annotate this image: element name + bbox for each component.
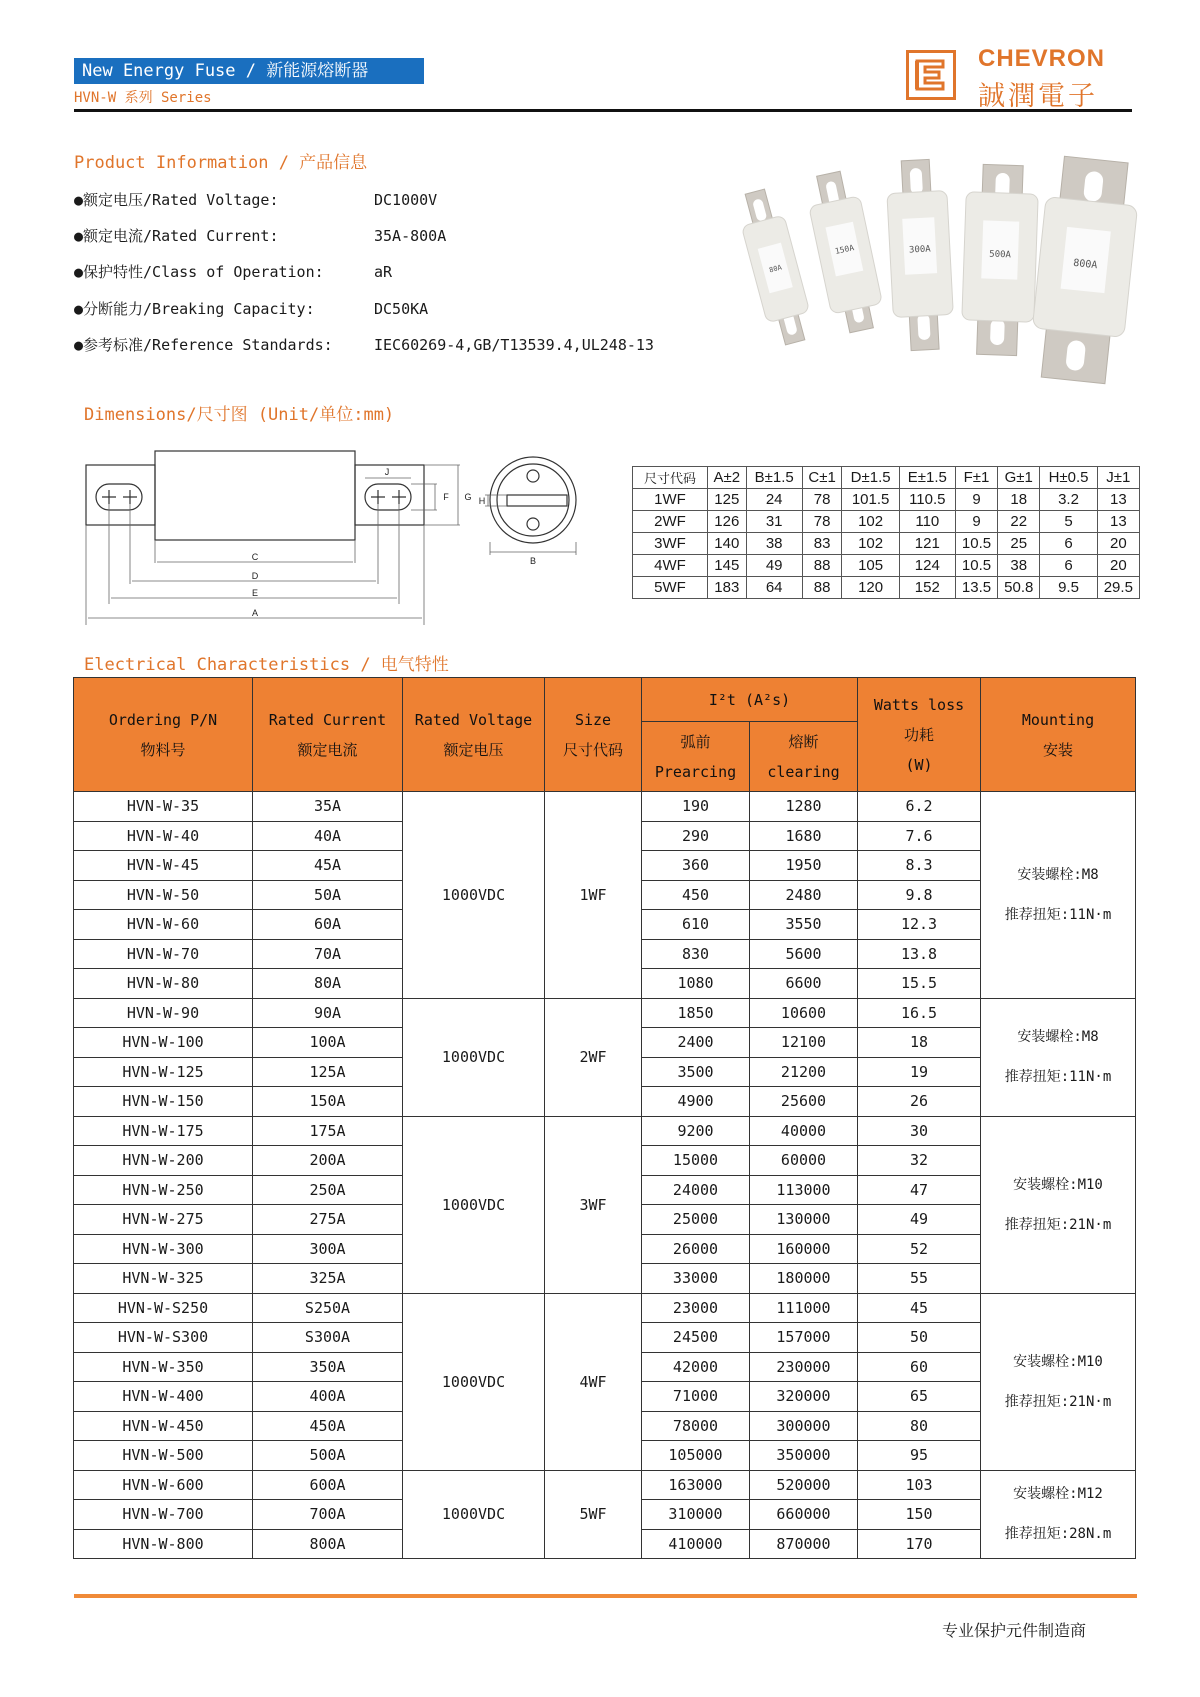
cell-size: 4WF <box>545 1293 642 1470</box>
dims-cell: 尺寸代码 <box>633 467 708 489</box>
dims-cell: J±1 <box>1097 467 1139 489</box>
table-row <box>74 1470 1136 1500</box>
info-row-breaking <box>74 298 428 319</box>
cell-prearcing: 360 <box>642 851 750 881</box>
cell-part-number: HVN-W-S300 <box>74 1323 253 1353</box>
dims-cell: 13.5 <box>955 577 997 599</box>
series-banner: New Energy Fuse / 新能源熔断器 <box>74 58 424 84</box>
cell-clearing: 1680 <box>750 821 858 851</box>
cell-size: 1WF <box>545 792 642 999</box>
mount-torque: 推荐扭矩:11N·m <box>1004 906 1112 923</box>
cell-rated-current: 325A <box>253 1264 403 1294</box>
cell-clearing: 520000 <box>750 1470 858 1500</box>
cell-watts-loss: 18 <box>858 1028 981 1058</box>
dim-label-a: A <box>251 608 259 618</box>
table-row <box>74 998 1136 1028</box>
cell-prearcing: 4900 <box>642 1087 750 1117</box>
dims-cell: 83 <box>802 533 842 555</box>
col-header-mounting: Mounting 安装 <box>981 678 1136 792</box>
logo-text-cn: 誠潤電子 <box>978 81 1098 112</box>
electrical-title: Electrical Characteristics / 电气特性 <box>84 655 449 675</box>
info-row-current <box>74 225 446 246</box>
cell-part-number: HVN-W-450 <box>74 1411 253 1441</box>
cell-prearcing: 105000 <box>642 1441 750 1471</box>
col-header-current: Rated Current 额定电流 <box>253 678 403 792</box>
cell-clearing: 230000 <box>750 1352 858 1382</box>
cell-part-number: HVN-W-125 <box>74 1057 253 1087</box>
dims-cell: 13 <box>1097 489 1139 511</box>
cell-prearcing: 1080 <box>642 969 750 999</box>
dims-cell: C±1 <box>802 467 842 489</box>
dims-cell: A±2 <box>708 467 747 489</box>
info-row-voltage <box>74 189 437 210</box>
cell-prearcing: 290 <box>642 821 750 851</box>
dims-row <box>633 577 1140 599</box>
cell-part-number: HVN-W-80 <box>74 969 253 999</box>
cell-rated-current: 800A <box>253 1529 403 1559</box>
mount-torque: 推荐扭矩:11N·m <box>1004 1069 1112 1085</box>
cell-rated-current: 70A <box>253 939 403 969</box>
dims-cell: 126 <box>708 511 747 533</box>
cell-clearing: 113000 <box>750 1175 858 1205</box>
cell-prearcing: 3500 <box>642 1057 750 1087</box>
footer-tagline: 专业保护元件制造商 <box>942 1621 1087 1640</box>
cell-part-number: HVN-W-50 <box>74 880 253 910</box>
info-value: aR <box>374 263 393 281</box>
dims-cell: 29.5 <box>1097 577 1139 599</box>
mount-torque: 推荐扭矩:21N·m <box>1004 1393 1112 1410</box>
mount-torque: 推荐扭矩:28N.m <box>1004 1526 1112 1543</box>
info-value: DC1000V <box>374 191 438 209</box>
cell-watts-loss: 50 <box>858 1323 981 1353</box>
dim-label-b: B <box>529 556 537 566</box>
dims-cell: 50.8 <box>998 577 1040 599</box>
dims-cell: 120 <box>842 577 899 599</box>
cell-watts-loss: 13.8 <box>858 939 981 969</box>
dims-cell: 1WF <box>633 489 708 511</box>
dimensions-title: Dimensions/尺寸图 (Unit/单位:mm) <box>84 405 395 425</box>
col-header-watts: Watts loss 功耗 (W) <box>858 678 981 792</box>
dims-cell: 183 <box>708 577 747 599</box>
dims-cell: D±1.5 <box>842 467 899 489</box>
dims-row <box>633 533 1140 555</box>
cell-part-number: HVN-W-S250 <box>74 1293 253 1323</box>
cell-part-number: HVN-W-90 <box>74 998 253 1028</box>
mount-torque: 推荐扭矩:21N·m <box>1004 1216 1112 1233</box>
cell-part-number: HVN-W-800 <box>74 1529 253 1559</box>
dims-cell: 5WF <box>633 577 708 599</box>
dims-cell: 22 <box>998 511 1040 533</box>
dims-cell: 152 <box>899 577 955 599</box>
dims-cell: 2WF <box>633 511 708 533</box>
dims-cell: 140 <box>708 533 747 555</box>
dims-cell: 38 <box>746 533 802 555</box>
cell-watts-loss: 103 <box>858 1470 981 1500</box>
cell-rated-current: 400A <box>253 1382 403 1412</box>
cell-part-number: HVN-W-200 <box>74 1146 253 1176</box>
cell-prearcing: 2400 <box>642 1028 750 1058</box>
chevron-logo-mark <box>906 50 956 100</box>
fuse-800a <box>1027 155 1140 385</box>
cell-clearing: 160000 <box>750 1234 858 1264</box>
cell-rated-current: S250A <box>253 1293 403 1323</box>
cell-watts-loss: 8.3 <box>858 851 981 881</box>
cell-rated-current: 350A <box>253 1352 403 1382</box>
dims-cell: 102 <box>842 511 899 533</box>
cell-prearcing: 610 <box>642 910 750 940</box>
cell-rated-current: 150A <box>253 1087 403 1117</box>
dims-cell: 88 <box>802 555 842 577</box>
dim-label-j: J <box>384 467 390 477</box>
cell-watts-loss: 170 <box>858 1529 981 1559</box>
cell-prearcing: 1850 <box>642 998 750 1028</box>
cell-rated-current: 35A <box>253 792 403 822</box>
cell-rated-current: 80A <box>253 969 403 999</box>
cell-size: 2WF <box>545 998 642 1116</box>
mount-bolt: 安装螺栓:M8 <box>1017 1029 1099 1045</box>
dims-cell: 9 <box>955 511 997 533</box>
cell-part-number: HVN-W-350 <box>74 1352 253 1382</box>
info-label: ●保护特性/Class of Operation: <box>74 263 324 281</box>
cell-part-number: HVN-W-150 <box>74 1087 253 1117</box>
dim-label-c: C <box>251 552 259 562</box>
cell-watts-loss: 32 <box>858 1146 981 1176</box>
cell-clearing: 180000 <box>750 1264 858 1294</box>
ce-logo-icon <box>909 53 953 97</box>
dims-cell: 10.5 <box>955 555 997 577</box>
cell-rated-current: 45A <box>253 851 403 881</box>
cell-rated-current: 175A <box>253 1116 403 1146</box>
dims-cell: G±1 <box>998 467 1040 489</box>
fuse-label: 500A <box>989 249 1012 261</box>
cell-watts-loss: 19 <box>858 1057 981 1087</box>
cell-prearcing: 25000 <box>642 1205 750 1235</box>
cell-watts-loss: 52 <box>858 1234 981 1264</box>
cell-clearing: 2480 <box>750 880 858 910</box>
product-info-title: Product Information / 产品信息 <box>74 153 368 173</box>
dims-cell: 121 <box>899 533 955 555</box>
info-value: DC50KA <box>374 300 429 318</box>
info-label: ●额定电压/Rated Voltage: <box>74 191 279 209</box>
info-label: ●分断能力/Breaking Capacity: <box>74 300 315 318</box>
info-value: IEC60269-4,GB/T13539.4,UL248-13 <box>374 336 654 354</box>
fuse-label: 800A <box>1072 257 1098 272</box>
cell-mounting <box>981 1470 1136 1559</box>
cell-prearcing: 830 <box>642 939 750 969</box>
cell-clearing: 130000 <box>750 1205 858 1235</box>
cell-prearcing: 26000 <box>642 1234 750 1264</box>
cell-clearing: 12100 <box>750 1028 858 1058</box>
fuse-label: 150A <box>834 243 855 256</box>
col-header-size: Size 尺寸代码 <box>545 678 642 792</box>
cell-watts-loss: 12.3 <box>858 910 981 940</box>
cell-rated-voltage: 1000VDC <box>403 792 545 999</box>
dims-cell: 78 <box>802 511 842 533</box>
header-divider <box>74 109 1132 112</box>
table-row <box>74 792 1136 822</box>
dims-cell: 4WF <box>633 555 708 577</box>
cell-rated-current: 60A <box>253 910 403 940</box>
cell-clearing: 300000 <box>750 1411 858 1441</box>
info-label: ●参考标准/Reference Standards: <box>74 336 333 354</box>
cell-prearcing: 9200 <box>642 1116 750 1146</box>
dims-cell: 3WF <box>633 533 708 555</box>
cell-rated-current: S300A <box>253 1323 403 1353</box>
cell-rated-current: 250A <box>253 1175 403 1205</box>
col-header-i2t: I²t (A²s) <box>642 678 858 722</box>
cell-watts-loss: 6.2 <box>858 792 981 822</box>
cell-rated-current: 600A <box>253 1470 403 1500</box>
cell-rated-current: 500A <box>253 1441 403 1471</box>
dims-cell: 9.5 <box>1040 577 1097 599</box>
dims-cell: 25 <box>998 533 1040 555</box>
cell-part-number: HVN-W-400 <box>74 1382 253 1412</box>
cell-clearing: 5600 <box>750 939 858 969</box>
dims-cell: 6 <box>1040 533 1097 555</box>
cell-part-number: HVN-W-250 <box>74 1175 253 1205</box>
dims-cell: 24 <box>746 489 802 511</box>
cell-rated-current: 275A <box>253 1205 403 1235</box>
dims-cell: E±1.5 <box>899 467 955 489</box>
cell-prearcing: 33000 <box>642 1264 750 1294</box>
cell-clearing: 350000 <box>750 1441 858 1471</box>
cell-rated-current: 300A <box>253 1234 403 1264</box>
cell-prearcing: 78000 <box>642 1411 750 1441</box>
dims-row <box>633 489 1140 511</box>
cell-clearing: 3550 <box>750 910 858 940</box>
dims-cell: 105 <box>842 555 899 577</box>
dims-row <box>633 511 1140 533</box>
cell-watts-loss: 55 <box>858 1264 981 1294</box>
cell-clearing: 21200 <box>750 1057 858 1087</box>
cell-part-number: HVN-W-600 <box>74 1470 253 1500</box>
table-row <box>74 1293 1136 1323</box>
cell-rated-current: 100A <box>253 1028 403 1058</box>
cell-rated-voltage: 1000VDC <box>403 1470 545 1559</box>
dims-cell: 9 <box>955 489 997 511</box>
cell-rated-voltage: 1000VDC <box>403 998 545 1116</box>
cell-rated-current: 125A <box>253 1057 403 1087</box>
dims-cell: 102 <box>842 533 899 555</box>
cell-prearcing: 310000 <box>642 1500 750 1530</box>
cell-clearing: 111000 <box>750 1293 858 1323</box>
cell-watts-loss: 65 <box>858 1382 981 1412</box>
cell-mounting <box>981 1116 1136 1293</box>
cell-part-number: HVN-W-275 <box>74 1205 253 1235</box>
cell-watts-loss: 30 <box>858 1116 981 1146</box>
cell-prearcing: 15000 <box>642 1146 750 1176</box>
cell-rated-current: 700A <box>253 1500 403 1530</box>
cell-part-number: HVN-W-325 <box>74 1264 253 1294</box>
dims-cell: 38 <box>998 555 1040 577</box>
cell-prearcing: 450 <box>642 880 750 910</box>
cell-prearcing: 23000 <box>642 1293 750 1323</box>
dim-label-h: H <box>478 496 486 506</box>
info-value: 35A-800A <box>374 227 447 245</box>
dims-cell: 20 <box>1097 533 1139 555</box>
cell-part-number: HVN-W-40 <box>74 821 253 851</box>
cell-prearcing: 71000 <box>642 1382 750 1412</box>
fuse-300a <box>885 159 955 352</box>
info-label: ●额定电流/Rated Current: <box>74 227 279 245</box>
dims-cell: 125 <box>708 489 747 511</box>
series-subtitle: HVN-W 系列 Series <box>74 90 212 106</box>
cell-prearcing: 24500 <box>642 1323 750 1353</box>
dimensions-table <box>632 466 1140 599</box>
cell-rated-current: 40A <box>253 821 403 851</box>
cell-watts-loss: 150 <box>858 1500 981 1530</box>
dims-row <box>633 555 1140 577</box>
cell-clearing: 60000 <box>750 1146 858 1176</box>
dims-cell: 31 <box>746 511 802 533</box>
dims-cell: 6 <box>1040 555 1097 577</box>
cell-prearcing: 190 <box>642 792 750 822</box>
logo-text-en: CHEVRON <box>978 45 1106 72</box>
cell-clearing: 870000 <box>750 1529 858 1559</box>
dims-cell: 145 <box>708 555 747 577</box>
cell-size: 5WF <box>545 1470 642 1559</box>
dims-cell: 3.2 <box>1040 489 1097 511</box>
table-row <box>74 1116 1136 1146</box>
cell-part-number: HVN-W-500 <box>74 1441 253 1471</box>
col-header-pn: Ordering P/N 物料号 <box>74 678 253 792</box>
cell-part-number: HVN-W-35 <box>74 792 253 822</box>
cell-clearing: 157000 <box>750 1323 858 1353</box>
dims-cell: 110 <box>899 511 955 533</box>
dims-cell: 88 <box>802 577 842 599</box>
dims-cell: 124 <box>899 555 955 577</box>
fuse-label: 80A <box>768 263 783 275</box>
dim-label-e: E <box>251 588 259 598</box>
cell-clearing: 10600 <box>750 998 858 1028</box>
footer-divider <box>74 1594 1137 1598</box>
cell-clearing: 40000 <box>750 1116 858 1146</box>
cell-clearing: 320000 <box>750 1382 858 1412</box>
dims-cell: 20 <box>1097 555 1139 577</box>
mount-bolt: 安装螺栓:M10 <box>1013 1353 1103 1370</box>
cell-watts-loss: 7.6 <box>858 821 981 851</box>
cell-size: 3WF <box>545 1116 642 1293</box>
cell-watts-loss: 49 <box>858 1205 981 1235</box>
cell-rated-current: 200A <box>253 1146 403 1176</box>
cell-watts-loss: 80 <box>858 1411 981 1441</box>
dims-cell: H±0.5 <box>1040 467 1097 489</box>
cell-mounting <box>981 1293 1136 1470</box>
cell-rated-voltage: 1000VDC <box>403 1293 545 1470</box>
dim-label-g: G <box>464 492 472 502</box>
fuse-label: 300A <box>908 244 931 256</box>
dims-cell: 5 <box>1040 511 1097 533</box>
cell-part-number: HVN-W-70 <box>74 939 253 969</box>
info-row-class <box>74 261 392 282</box>
cell-prearcing: 42000 <box>642 1352 750 1382</box>
cell-clearing: 1950 <box>750 851 858 881</box>
mount-bolt: 安装螺栓:M12 <box>1013 1486 1103 1503</box>
cell-rated-current: 90A <box>253 998 403 1028</box>
cell-prearcing: 410000 <box>642 1529 750 1559</box>
dims-cell: 64 <box>746 577 802 599</box>
cell-prearcing: 163000 <box>642 1470 750 1500</box>
dims-header-row <box>633 467 1140 489</box>
dim-label-d: D <box>251 571 259 581</box>
fuse-500a <box>961 164 1040 356</box>
cell-rated-current: 450A <box>253 1411 403 1441</box>
cell-watts-loss: 95 <box>858 1441 981 1471</box>
dims-cell: 101.5 <box>842 489 899 511</box>
cell-watts-loss: 60 <box>858 1352 981 1382</box>
cell-mounting <box>981 998 1136 1116</box>
dims-cell: F±1 <box>955 467 997 489</box>
cell-watts-loss: 45 <box>858 1293 981 1323</box>
cell-mounting <box>981 792 1136 999</box>
cell-clearing: 660000 <box>750 1500 858 1530</box>
cell-watts-loss: 16.5 <box>858 998 981 1028</box>
cell-clearing: 1280 <box>750 792 858 822</box>
product-photo <box>730 152 1140 402</box>
cell-watts-loss: 15.5 <box>858 969 981 999</box>
col-header-clearing: 熔断 clearing <box>750 722 858 792</box>
cell-part-number: HVN-W-100 <box>74 1028 253 1058</box>
dims-cell: 18 <box>998 489 1040 511</box>
dims-cell: 13 <box>1097 511 1139 533</box>
dims-cell: 78 <box>802 489 842 511</box>
cell-part-number: HVN-W-60 <box>74 910 253 940</box>
fuse-dimension-drawing <box>80 440 600 630</box>
cell-rated-current: 50A <box>253 880 403 910</box>
dims-cell: 10.5 <box>955 533 997 555</box>
electrical-table <box>73 677 1136 1559</box>
cell-prearcing: 24000 <box>642 1175 750 1205</box>
col-header-voltage: Rated Voltage 额定电压 <box>403 678 545 792</box>
cell-watts-loss: 26 <box>858 1087 981 1117</box>
mount-bolt: 安装螺栓:M10 <box>1013 1176 1103 1193</box>
dims-cell: 49 <box>746 555 802 577</box>
dims-cell: B±1.5 <box>746 467 802 489</box>
cell-part-number: HVN-W-300 <box>74 1234 253 1264</box>
cell-clearing: 6600 <box>750 969 858 999</box>
cell-part-number: HVN-W-175 <box>74 1116 253 1146</box>
col-header-prearcing: 弧前 Prearcing <box>642 722 750 792</box>
info-row-standards <box>74 334 654 355</box>
cell-watts-loss: 47 <box>858 1175 981 1205</box>
cell-watts-loss: 9.8 <box>858 880 981 910</box>
fuse-80a <box>734 186 817 348</box>
cell-clearing: 25600 <box>750 1087 858 1117</box>
fuse-150a <box>803 168 887 335</box>
mount-bolt: 安装螺栓:M8 <box>1017 866 1099 883</box>
cell-part-number: HVN-W-700 <box>74 1500 253 1530</box>
dims-cell: 110.5 <box>899 489 955 511</box>
cell-part-number: HVN-W-45 <box>74 851 253 881</box>
dim-label-f: F <box>443 492 449 502</box>
cell-rated-voltage: 1000VDC <box>403 1116 545 1293</box>
